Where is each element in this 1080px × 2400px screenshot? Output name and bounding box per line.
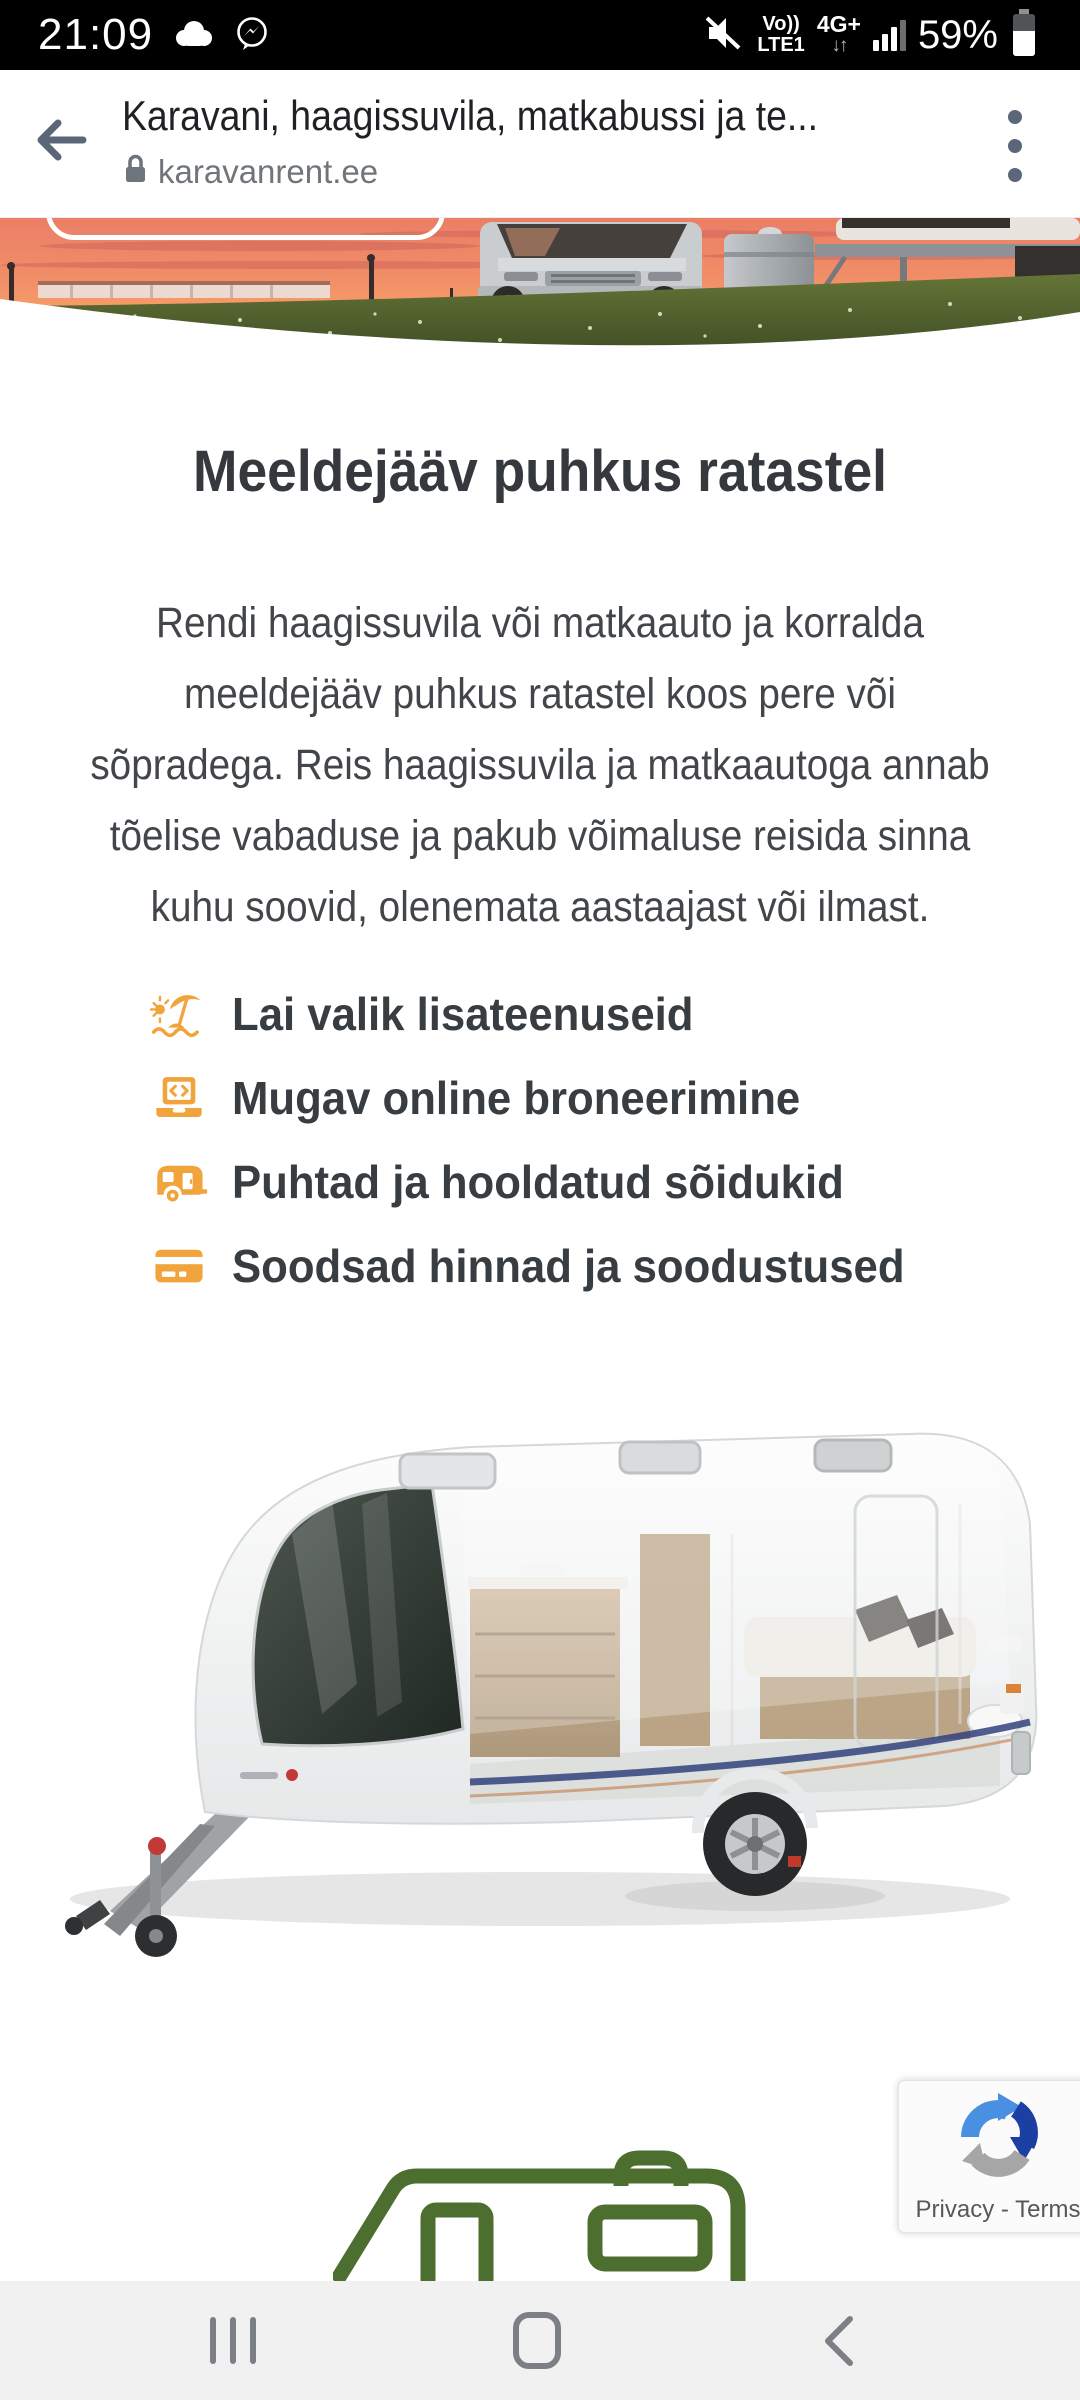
- browser-header: [0, 70, 1080, 218]
- intro-paragraph: [0, 588, 1080, 943]
- caravan-cutaway-image: [0, 1384, 1080, 1959]
- overflow-menu-icon[interactable]: [1008, 110, 1023, 182]
- list-item: [0, 972, 1080, 1056]
- battery-icon: [1010, 8, 1038, 63]
- list-item: [0, 1140, 1080, 1224]
- interior: [460, 1439, 1024, 1804]
- feature-list: [0, 972, 1080, 1308]
- credit-card-icon: [150, 1237, 208, 1295]
- hero-button-outline[interactable]: [46, 218, 445, 240]
- recaptcha-privacy-terms[interactable]: Privacy - Terms: [915, 2196, 1080, 2223]
- network-type-indicator: 4G+ ↓↑: [816, 11, 861, 56]
- cloud-icon: [171, 17, 215, 54]
- feature-label: Puhtad ja hooldatud sõidukid: [232, 1156, 844, 1208]
- recaptcha-badge[interactable]: [898, 2080, 1080, 2233]
- status-bar: [0, 0, 1080, 70]
- intro-line: tõelise vabaduse ja pakub võimaluse reisida sinna: [109, 812, 971, 860]
- url-bar[interactable]: [122, 92, 942, 191]
- beach-umbrella-icon: [150, 985, 208, 1043]
- clock: 21:09: [38, 10, 154, 59]
- section-heading: Meeldejääv puhkus ratastel: [193, 439, 887, 504]
- domain-text: karavanrent.ee: [158, 152, 379, 190]
- android-nav-bar: [0, 2281, 1080, 2400]
- signal-strength-icon: [873, 19, 906, 51]
- home-icon[interactable]: [513, 2312, 561, 2369]
- list-item: [0, 1224, 1080, 1308]
- page-title-text: Karavani, haagissuvila, matkabussi ja te...: [122, 92, 819, 139]
- feature-label: Mugav online broneerimine: [232, 1072, 801, 1124]
- intro-line: meeldejääv puhkus ratastel koos pere või: [183, 670, 897, 718]
- intro-line: Rendi haagissuvila või matkaauto ja korralda: [156, 599, 924, 647]
- back-arrow-icon[interactable]: [34, 118, 88, 162]
- hero-image: [0, 218, 1080, 358]
- laptop-code-icon: [150, 1069, 208, 1127]
- messenger-icon: [233, 14, 271, 57]
- mute-icon: [701, 13, 745, 58]
- green-caravan-outline-logo: [333, 2126, 753, 2282]
- intro-line: sõpradega. Reis haagissuvila ja matkaautoga annab: [90, 741, 990, 789]
- lock-icon: [122, 152, 149, 191]
- feature-label: Lai valik lisateenuseid: [232, 988, 694, 1040]
- recaptcha-icon: [950, 2081, 1046, 2190]
- intro-line: kuhu soovid, olenemata aastaajast või ilmast.: [150, 883, 930, 931]
- recents-icon[interactable]: [210, 2317, 256, 2364]
- battery-percent: 59%: [917, 12, 998, 57]
- caravan-icon: [150, 1153, 208, 1211]
- feature-label: Soodsad hinnad ja soodustused: [232, 1240, 905, 1292]
- back-icon[interactable]: [822, 2315, 856, 2372]
- volte-indicator: Vo)) LTE1: [757, 13, 805, 56]
- list-item: [0, 1056, 1080, 1140]
- distant-caravan-row: [38, 281, 330, 298]
